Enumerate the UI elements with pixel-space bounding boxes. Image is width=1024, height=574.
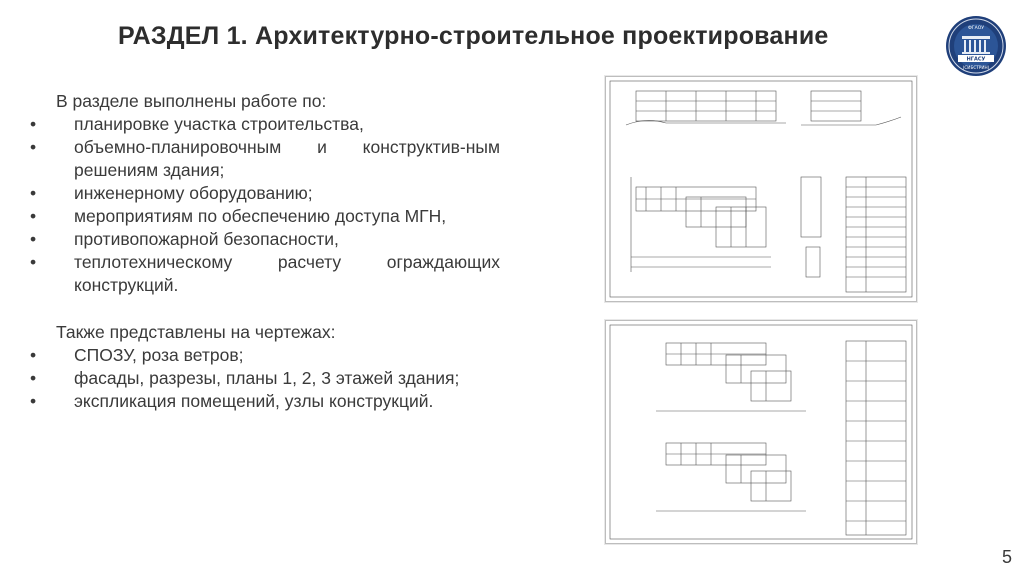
logo-emblem-icon bbox=[944, 14, 1008, 78]
list-item: • объемно-планировочным и конструктив-ным решениям здания; bbox=[30, 136, 500, 182]
list-item: • мероприятиям по обеспечению доступа МГН, bbox=[30, 205, 500, 228]
page-number: 5 bbox=[1001, 547, 1012, 567]
intro-works: В разделе выполнены работе по: bbox=[56, 91, 327, 111]
list-item: • инженерному оборудованию; bbox=[30, 182, 500, 205]
list-item: • планировке участка строительства, bbox=[30, 113, 500, 136]
drawing-sheet-2-image bbox=[606, 321, 916, 543]
list-item: • противопожарной безопасности, bbox=[30, 228, 500, 251]
drawing-sheet-facades-plan bbox=[605, 76, 917, 302]
drawing-sheet-floor-plans bbox=[605, 320, 917, 544]
content-text bbox=[30, 90, 500, 413]
drawings-list bbox=[30, 344, 500, 413]
university-logo bbox=[944, 14, 1008, 78]
intro-drawings: Также представлены на чертежах: bbox=[56, 322, 336, 342]
logo-bottom-text: (СИБСТРИН) bbox=[962, 65, 990, 70]
list-item: • СПОЗУ, роза ветров; bbox=[30, 344, 500, 367]
works-list bbox=[30, 113, 500, 297]
logo-band-text: НГАСУ bbox=[966, 56, 986, 63]
logo-top-text: ФГАОУ bbox=[968, 26, 984, 31]
list-item: • экспликация помещений, узлы конструкций. bbox=[30, 390, 500, 413]
list-item: • фасады, разрезы, планы 1, 2, 3 этажей здания; bbox=[30, 367, 500, 390]
list-item: • теплотехническому расчету ограждающих конструкций. bbox=[30, 251, 500, 297]
drawing-sheet-1-image bbox=[606, 77, 916, 301]
page-title: РАЗДЕЛ 1. Архитектурно-строительное проектирование bbox=[118, 22, 829, 50]
